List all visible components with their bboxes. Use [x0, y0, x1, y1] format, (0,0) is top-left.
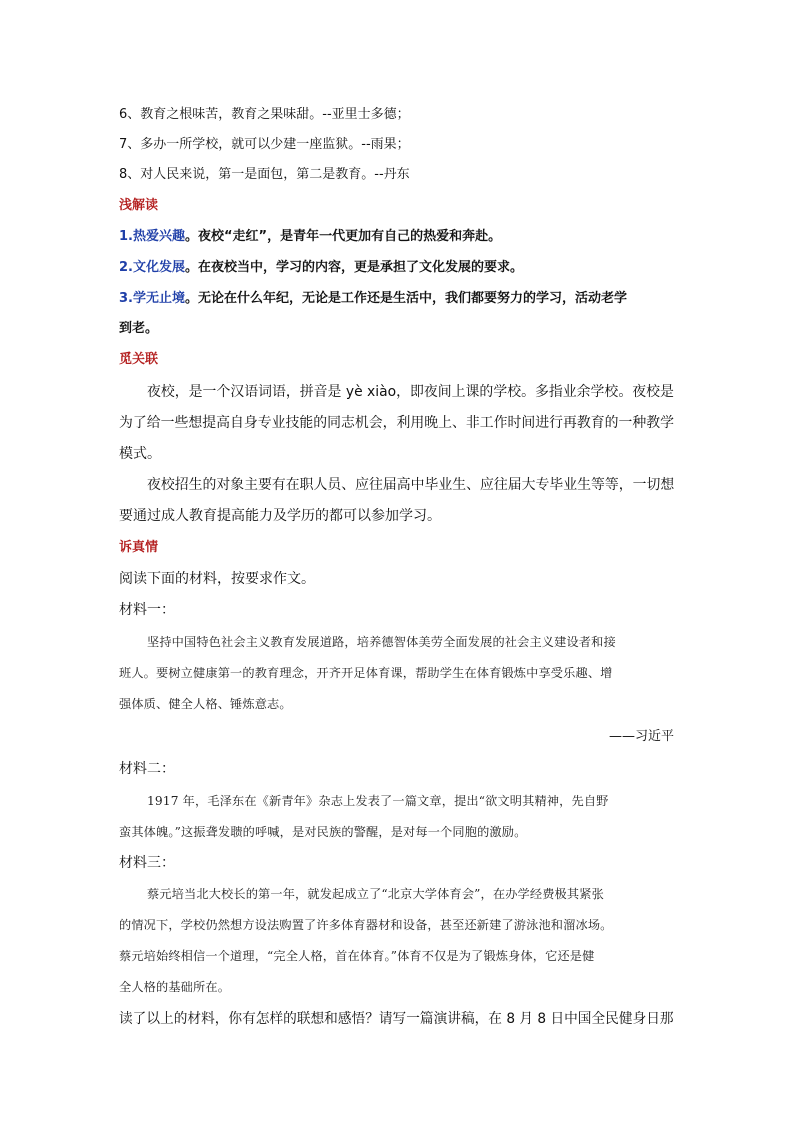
material-1-line-3: 强体质、健全人格、锤炼意志。 [119, 697, 292, 711]
writing-instruction: 阅读下面的材料，按要求作文。 [119, 571, 315, 587]
section-heading-interpretation: 浅解读 [119, 198, 159, 213]
material-3-line-3: 蔡元培始终相信一个道理，“完全人格，首在体育。”体育不仅是为了锻炼身体，它还是健 [119, 949, 595, 963]
section-heading-connection: 觅关联 [119, 352, 159, 367]
point-2-key: 文化发展 [132, 260, 185, 275]
point-1-key: 热爱兴趣 [132, 229, 185, 244]
quote-6: 6、教育之根味苦，教育之果味甜。--亚里士多德； [119, 107, 410, 122]
material-2-line-2: 蛮其体魄。”这振聋发聩的呼喊，是对民族的警醒，是对每一个同胞的激励。 [119, 825, 527, 839]
material-2-line-1: 1917 年，毛泽东在《新青年》杂志上发表了一篇文章，提出“欲文明其精神，先自野 [147, 794, 609, 808]
material-3-label: 材料三： [119, 855, 175, 871]
point-2 [119, 261, 523, 274]
material-3-line-2: 的情况下，学校仍然想方设法购置了许多体育器材和设备，甚至还新建了游泳池和溜冰场。 [119, 918, 613, 932]
point-3-number: 3. [119, 291, 133, 306]
paragraph-1-line-1: 夜校，是一个汉语词语，拼音是 yè xiào，即夜间上课的学校。多指业余学校。夜校是 [147, 384, 674, 400]
quote-7: 7、多办一所学校，就可以少建一座监狱。--雨果； [119, 137, 410, 152]
quote-8: 8、对人民来说，第一是面包，第二是教育。--丹东 [119, 167, 410, 182]
point-1 [119, 230, 501, 243]
paragraph-2-line-1: 夜校招生的对象主要有在职人员、应往届高中毕业生、应往届大专毕业生等等，一切想 [147, 477, 675, 493]
point-2-text: 。在夜校当中，学习的内容，更是承担了文化发展的要求。 [185, 260, 524, 275]
paragraph-2-line-2: 要通过成人教育提高能力及学历的都可以参加学习。 [119, 508, 441, 524]
paragraph-1-line-3: 模式。 [119, 446, 161, 462]
material-1-attribution: ——习近平 [608, 729, 674, 744]
paragraph-1-line-2: 为了给一些想提高自身专业技能的同志机会，利用晚上、非工作时间进行再教育的一种教学 [119, 415, 674, 431]
material-3-line-1: 蔡元培当北大校长的第一年，就发起成立了“北京大学体育会”，在办学经费极其紧张 [147, 887, 604, 901]
material-3-line-4: 全人格的基础所在。 [119, 980, 231, 994]
point-3-continued: 到老。 [119, 321, 159, 336]
point-1-number: 1. [119, 229, 133, 244]
writing-task: 读了以上的材料，你有怎样的联想和感悟？请写一篇演讲稿，在 8 月 8 日中国全民健身日那 [119, 1011, 674, 1027]
material-2-label: 材料二： [119, 761, 175, 777]
point-3-text: 。无论在什么年纪，无论是工作还是生活中，我们都要努力的学习，活动老学 [185, 291, 628, 306]
section-heading-sentiment: 诉真情 [119, 540, 159, 555]
point-2-number: 2. [119, 260, 133, 275]
point-3 [119, 292, 627, 305]
material-1-label: 材料一： [119, 602, 175, 618]
material-1-line-1: 坚持中国特色社会主义教育发展道路，培养德智体美劳全面发展的社会主义建设者和接 [147, 635, 616, 649]
point-3-key: 学无止境 [132, 291, 185, 306]
point-1-text: 。夜校“走红”，是青年一代更加有自己的热爱和奔赴。 [185, 229, 502, 244]
material-1-line-2: 班人。要树立健康第一的教育理念，开齐开足体育课，帮助学生在体育锻炼中享受乐趣、增 [119, 666, 613, 680]
